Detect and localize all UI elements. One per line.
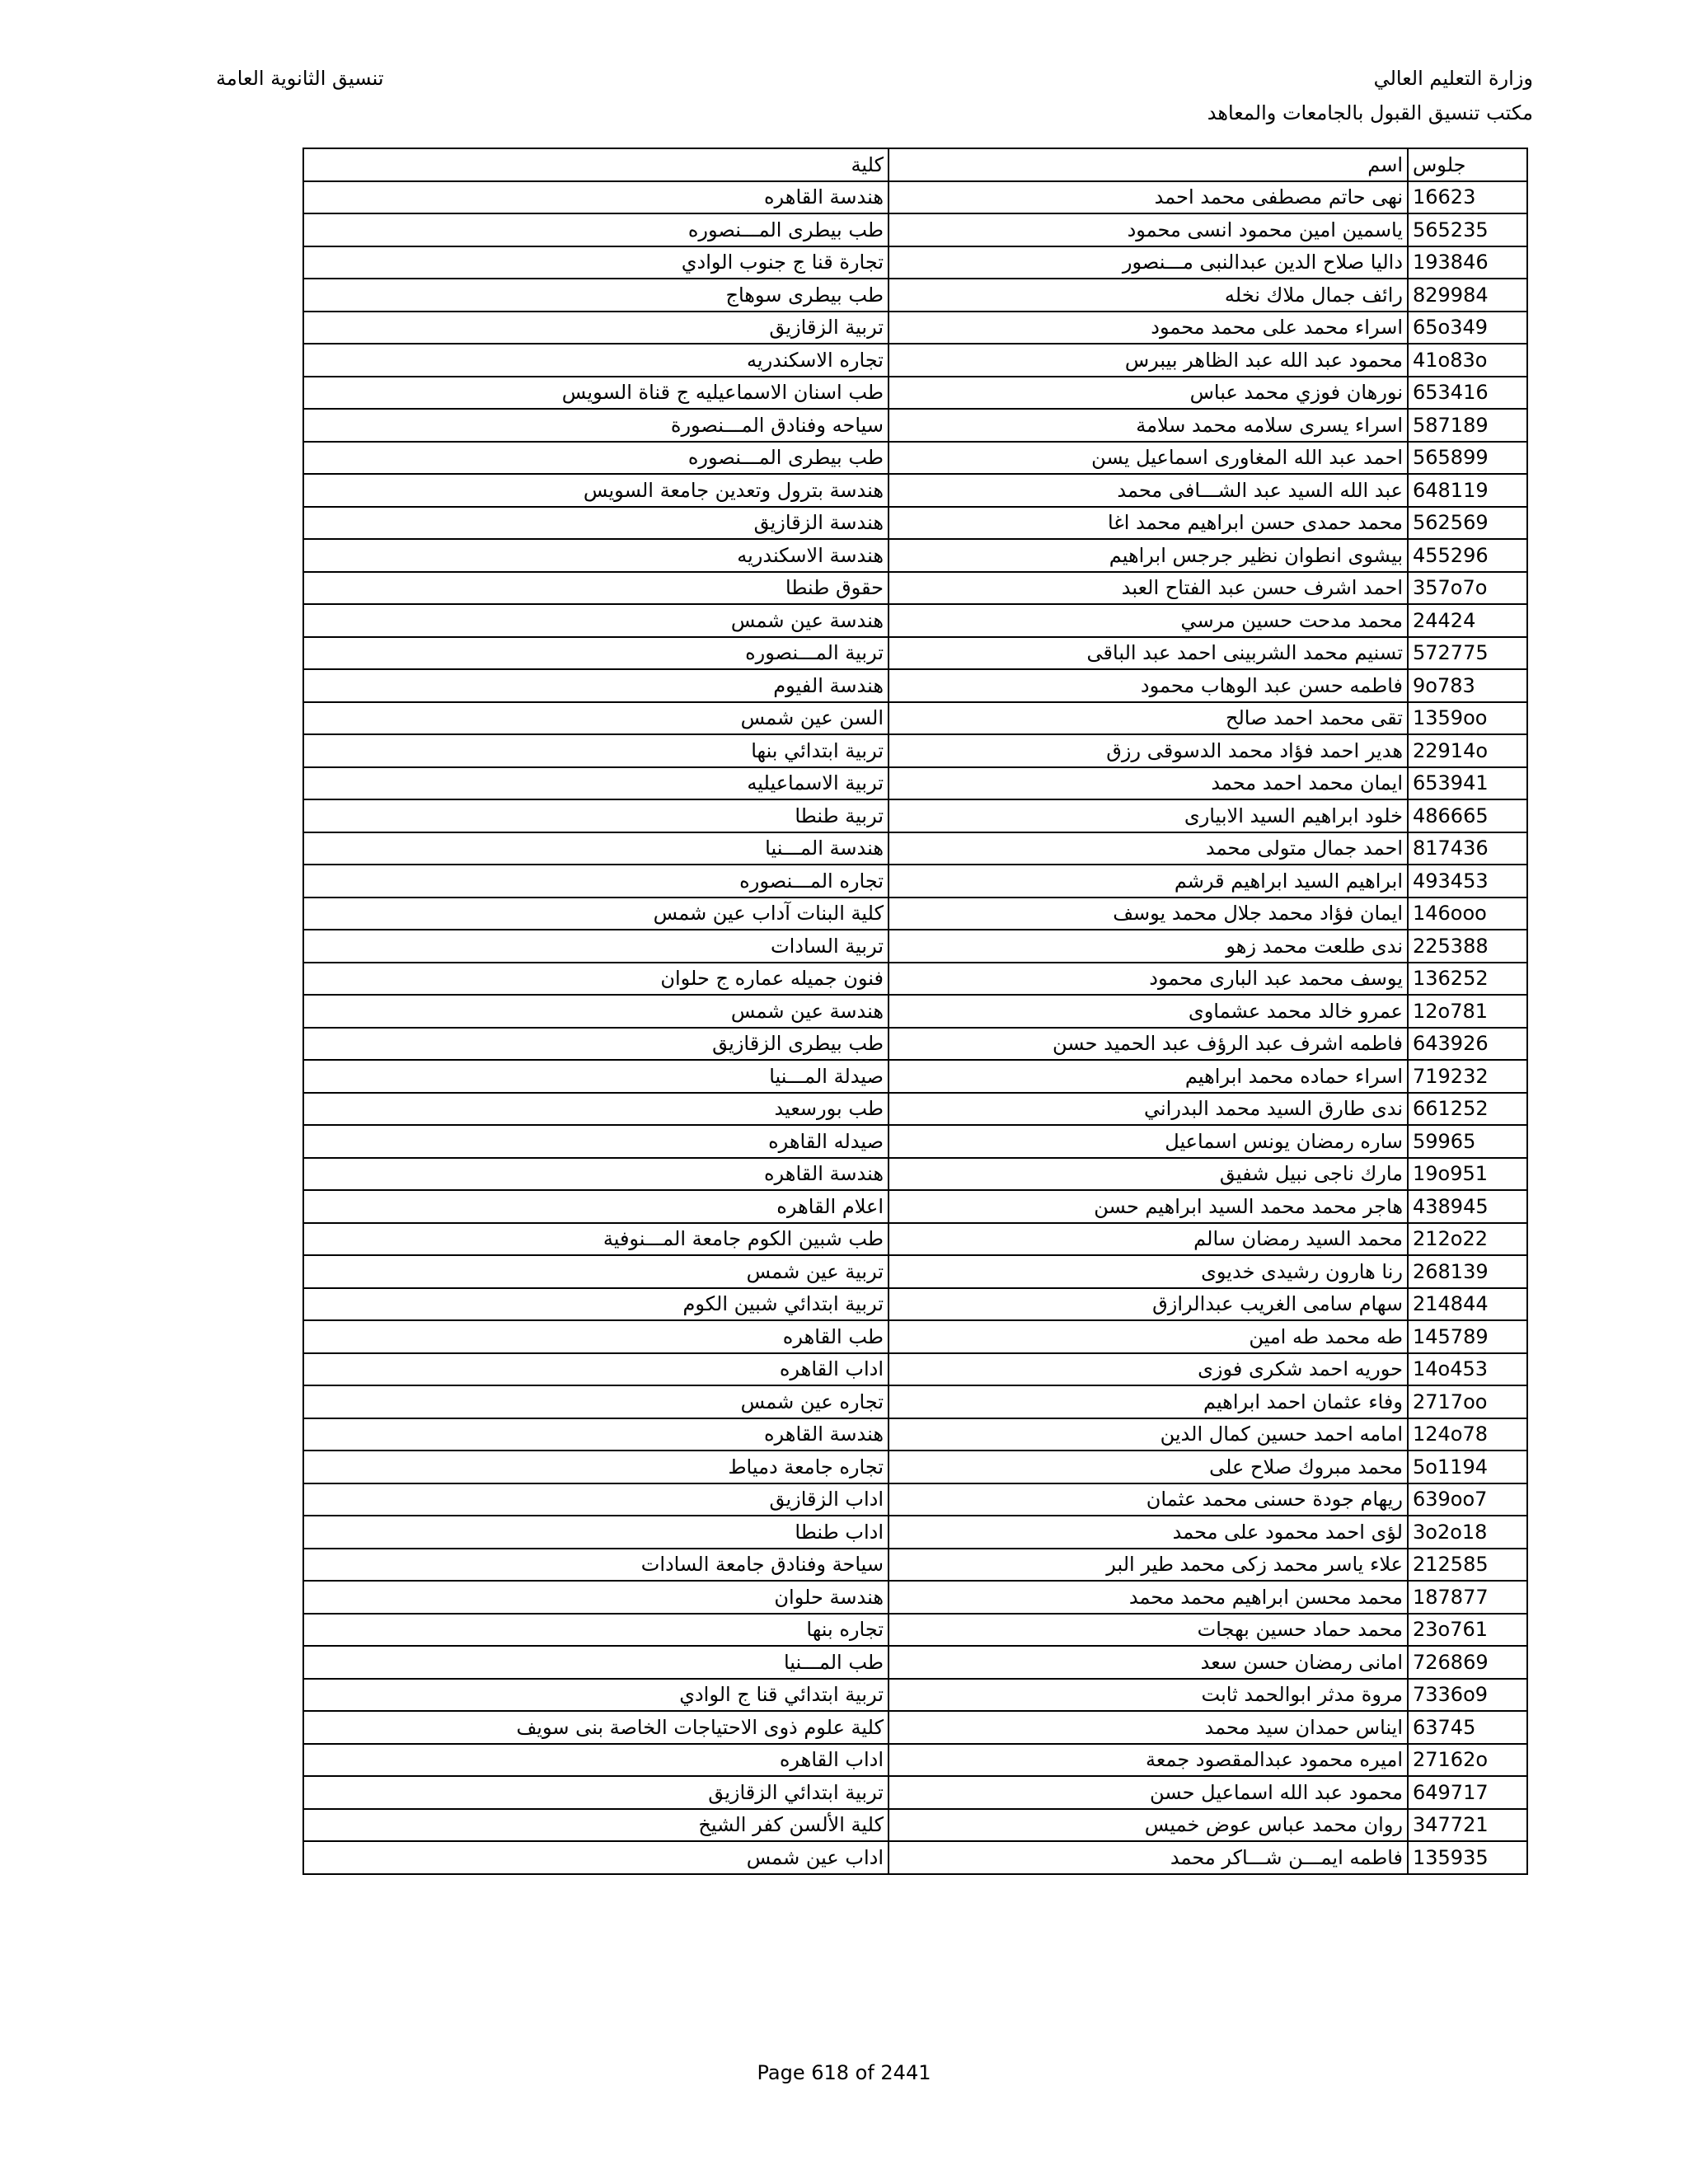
table-row [303,1646,1527,1679]
faculty-cell: طب بيطرى سوهاج [303,279,889,312]
seat-cell: 438945 [1408,1190,1527,1223]
faculty-cell: هندسة المـــنيا [303,832,889,865]
faculty-cell: طب بيطرى المـــنصوره [303,213,889,246]
table-row [303,474,1527,507]
faculty-cell: طب بيطرى المـــنصوره [303,442,889,475]
table-row [303,995,1527,1028]
faculty-cell: هندسة عين شمس [303,995,889,1028]
name-cell: محمد مبروك صلاح على [889,1451,1408,1483]
faculty-cell: طب المـــنيا [303,1646,889,1679]
faculty-cell: اداب عين شمس [303,1841,889,1874]
name-cell: محمد حمدى حسن ابراهيم محمد اغا [889,507,1408,540]
table-row [303,279,1527,312]
seat-cell: 347721 [1408,1809,1527,1842]
table-row [303,1028,1527,1061]
faculty-cell: تربية السادات [303,930,889,963]
seat-cell: 23o761 [1408,1614,1527,1647]
table-row [303,1581,1527,1614]
seat-cell: 59965 [1408,1125,1527,1158]
table-row [303,1516,1527,1549]
table-row [303,181,1527,214]
table-row [303,1385,1527,1418]
seat-cell: 357o7o [1408,572,1527,605]
name-cell: اميره محمود عبدالمقصود جمعة [889,1744,1408,1777]
table-row [303,539,1527,572]
table-row [303,1353,1527,1386]
name-cell: محمد مدحت حسين مرسي [889,604,1408,637]
name-cell: روان محمد عباس عوض خميس [889,1809,1408,1842]
faculty-cell: كلية البنات آداب عين شمس [303,898,889,930]
seat-cell: 212o22 [1408,1223,1527,1256]
seat-cell: 41o83o [1408,344,1527,377]
faculty-cell: كلية الألسن كفر الشيخ [303,1809,889,1842]
faculty-cell: تجارة قنا ج جنوب الوادي [303,246,889,279]
faculty-cell: طب القاهره [303,1320,889,1353]
seat-cell: 7336o9 [1408,1679,1527,1712]
seat-cell: 27162o [1408,1744,1527,1777]
header-row [303,148,1527,181]
faculty-cell: طب شبين الكوم جامعة المـــنوفية [303,1223,889,1256]
seat-cell: 135935 [1408,1841,1527,1874]
table-row [303,1418,1527,1451]
name-cell: ياسمين امين محمود انسى محمود [889,213,1408,246]
faculty-cell: هندسة القاهره [303,181,889,214]
faculty-cell: السن عين شمس [303,702,889,735]
column-header-seat: جلوس [1408,148,1527,181]
faculty-cell: هندسة القاهره [303,1158,889,1191]
faculty-cell: هندسة القاهره [303,1418,889,1451]
name-cell: احمد اشرف حسن عبد الفتاح العبد [889,572,1408,605]
table-row [303,1125,1527,1158]
seat-cell: 145789 [1408,1320,1527,1353]
table-row [303,799,1527,832]
table-row [303,963,1527,996]
name-cell: نهى حاتم مصطفى محمد احمد [889,181,1408,214]
name-cell: ابراهيم السيد ابراهيم قرشم [889,865,1408,898]
seat-cell: 829984 [1408,279,1527,312]
table-row [303,1060,1527,1093]
seat-cell: 719232 [1408,1060,1527,1093]
name-cell: ريهام جودة حسنى محمد عثمان [889,1483,1408,1516]
seat-cell: 565899 [1408,442,1527,475]
table-row [303,377,1527,410]
faculty-cell: فنون جميله عماره ج حلوان [303,963,889,996]
faculty-cell: تربية المـــنصوره [303,637,889,670]
admissions-table [302,148,1528,1875]
table-body [303,148,1527,1874]
seat-cell: 3o2o18 [1408,1516,1527,1549]
name-cell: ايناس حمدان سيد محمد [889,1711,1408,1744]
table-row [303,344,1527,377]
seat-cell: 9o783 [1408,669,1527,702]
seat-cell: 649717 [1408,1776,1527,1809]
faculty-cell: تجاره عين شمس [303,1385,889,1418]
faculty-cell: اعلام القاهره [303,1190,889,1223]
seat-cell: 587189 [1408,409,1527,442]
column-header-faculty: كلية [303,148,889,181]
table-row [303,1744,1527,1777]
seat-cell: 661252 [1408,1093,1527,1126]
table-row [303,1776,1527,1809]
seat-cell: 648119 [1408,474,1527,507]
name-cell: امامه احمد حسين كمال الدين [889,1418,1408,1451]
table-row [303,832,1527,865]
name-cell: حوريه احمد شكرى فوزى [889,1353,1408,1386]
seat-cell: 19o951 [1408,1158,1527,1191]
name-cell: مروة مدثر ابوالحمد ثابت [889,1679,1408,1712]
faculty-cell: سياحه وفنادق المـــنصورة [303,409,889,442]
name-cell: فاطمه ايمـــن شـــاكر محمد [889,1841,1408,1874]
table-row [303,898,1527,930]
table-row [303,1809,1527,1842]
name-cell: فاطمه حسن عبد الوهاب محمود [889,669,1408,702]
faculty-cell: اداب طنطا [303,1516,889,1549]
table-row [303,1679,1527,1712]
name-cell: وفاء عثمان احمد ابراهيم [889,1385,1408,1418]
seat-cell: 1359oo [1408,702,1527,735]
table-row [303,1451,1527,1483]
name-cell: يوسف محمد عبد البارى محمود [889,963,1408,996]
program-title: تنسيق الثانوية العامة [216,67,384,90]
name-cell: اسراء حماده محمد ابراهيم [889,1060,1408,1093]
name-cell: احمد عبد الله المغاورى اسماعيل يسن [889,442,1408,475]
faculty-cell: سياحة وفنادق جامعة السادات [303,1549,889,1582]
seat-cell: 212585 [1408,1549,1527,1582]
faculty-cell: كلية علوم ذوى الاحتياجات الخاصة بنى سويف [303,1711,889,1744]
name-cell: هاجر محمد محمد السيد ابراهيم حسن [889,1190,1408,1223]
table-row [303,930,1527,963]
name-cell: ايمان فؤاد محمد جلال محمد يوسف [889,898,1408,930]
name-cell: تقى محمد احمد صالح [889,702,1408,735]
table-row [303,507,1527,540]
table-row [303,1093,1527,1126]
seat-cell: 124o78 [1408,1418,1527,1451]
document-header-right [1207,61,1533,130]
table-row [303,1483,1527,1516]
name-cell: عبد الله السيد عبد الشـــافى محمد [889,474,1408,507]
seat-cell: 193846 [1408,246,1527,279]
table-row [303,1549,1527,1582]
name-cell: تسنيم محمد الشربينى احمد عبد الباقى [889,637,1408,670]
faculty-cell: اداب القاهره [303,1353,889,1386]
name-cell: سهام سامى الغريب عبدالرازق [889,1288,1408,1321]
name-cell: داليا صلاح الدين عبدالنبى مـــنصور [889,246,1408,279]
table-row [303,213,1527,246]
seat-cell: 643926 [1408,1028,1527,1061]
seat-cell: 653416 [1408,377,1527,410]
table-row [303,767,1527,800]
name-cell: طه محمد طه امين [889,1320,1408,1353]
name-cell: فاطمه اشرف عبد الرؤف عبد الحميد حسن [889,1028,1408,1061]
faculty-cell: صيدله القاهره [303,1125,889,1158]
faculty-cell: هندسة الفيوم [303,669,889,702]
seat-cell: 726869 [1408,1646,1527,1679]
faculty-cell: اداب القاهره [303,1744,889,1777]
table-row [303,1711,1527,1744]
name-cell: نورهان فوزي محمد عباس [889,377,1408,410]
seat-cell: 639oo7 [1408,1483,1527,1516]
page-number: Page 618 of 2441 [757,2061,931,2084]
seat-cell: 146ooo [1408,898,1527,930]
seat-cell: 136252 [1408,963,1527,996]
name-cell: رائف جمال ملاك نخله [889,279,1408,312]
faculty-cell: تربية الاسماعيليه [303,767,889,800]
faculty-cell: تربية ابتدائي قنا ج الوادي [303,1679,889,1712]
faculty-cell: هندسة بترول وتعدين جامعة السويس [303,474,889,507]
seat-cell: 24424 [1408,604,1527,637]
seat-cell: 14o453 [1408,1353,1527,1386]
table-row [303,442,1527,475]
name-cell: ندى طلعت محمد زهو [889,930,1408,963]
seat-cell: 486665 [1408,799,1527,832]
seat-cell: 572775 [1408,637,1527,670]
name-cell: خلود ابراهيم السيد الابيارى [889,799,1408,832]
name-cell: امانى رمضان حسن سعد [889,1646,1408,1679]
seat-cell: 65o349 [1408,312,1527,344]
faculty-cell: طب بيطرى الزقازيق [303,1028,889,1061]
faculty-cell: تجاره المـــنصوره [303,865,889,898]
seat-cell: 16623 [1408,181,1527,214]
table-row [303,246,1527,279]
name-cell: محمود عبد الله اسماعيل حسن [889,1776,1408,1809]
name-cell: ايمان محمد احمد محمد [889,767,1408,800]
faculty-cell: اداب الزقازيق [303,1483,889,1516]
table-row [303,1190,1527,1223]
table-row [303,1255,1527,1288]
faculty-cell: تربية ابتدائي الزقازيق [303,1776,889,1809]
table-row [303,1288,1527,1321]
seat-cell: 268139 [1408,1255,1527,1288]
seat-cell: 5o1194 [1408,1451,1527,1483]
faculty-cell: هندسة الاسكندريه [303,539,889,572]
table-row [303,1158,1527,1191]
table-row [303,572,1527,605]
name-cell: ساره رمضان يونس اسماعيل [889,1125,1408,1158]
faculty-cell: هندسة عين شمس [303,604,889,637]
table-row [303,409,1527,442]
seat-cell: 817436 [1408,832,1527,865]
table-row [303,604,1527,637]
seat-cell: 22914o [1408,734,1527,767]
faculty-cell: هندسة الزقازيق [303,507,889,540]
seat-cell: 12o781 [1408,995,1527,1028]
table-row [303,1320,1527,1353]
table-row [303,1223,1527,1256]
faculty-cell: حقوق طنطا [303,572,889,605]
faculty-cell: تربية الزقازيق [303,312,889,344]
faculty-cell: تجاره جامعة دمياط [303,1451,889,1483]
name-cell: علاء ياسر محمد زكى محمد طير البر [889,1549,1408,1582]
table-row [303,1614,1527,1647]
faculty-cell: تربية ابتدائي شبين الكوم [303,1288,889,1321]
table-row [303,734,1527,767]
faculty-cell: هندسة حلوان [303,1581,889,1614]
name-cell: اسراء محمد على محمد محمود [889,312,1408,344]
faculty-cell: صيدلة المـــنيا [303,1060,889,1093]
name-cell: محمد السيد رمضان سالم [889,1223,1408,1256]
table-row [303,312,1527,344]
office-title: مكتب تنسيق القبول بالجامعات والمعاهد [1207,101,1533,124]
name-cell: ندى طارق السيد محمد البدراني [889,1093,1408,1126]
name-cell: محمد حماد حسين بهجات [889,1614,1408,1647]
name-cell: هدير احمد فؤاد محمد الدسوقى رزق [889,734,1408,767]
name-cell: محمد محسن ابراهيم محمد محمد [889,1581,1408,1614]
seat-cell: 562569 [1408,507,1527,540]
name-cell: عمرو خالد محمد عشماوى [889,995,1408,1028]
faculty-cell: طب بورسعيد [303,1093,889,1126]
seat-cell: 225388 [1408,930,1527,963]
name-cell: اسراء يسرى سلامه محمد سلامة [889,409,1408,442]
seat-cell: 214844 [1408,1288,1527,1321]
seat-cell: 493453 [1408,865,1527,898]
faculty-cell: تربية ابتدائي بنها [303,734,889,767]
faculty-cell: تربية طنطا [303,799,889,832]
faculty-cell: طب اسنان الاسماعيليه ج قناة السويس [303,377,889,410]
table-row [303,702,1527,735]
name-cell: لؤى احمد محمود على محمد [889,1516,1408,1549]
faculty-cell: تجاره الاسكندريه [303,344,889,377]
seat-cell: 653941 [1408,767,1527,800]
seat-cell: 2717oo [1408,1385,1527,1418]
column-header-name: اسم [889,148,1408,181]
table-row [303,637,1527,670]
table-row [303,669,1527,702]
seat-cell: 187877 [1408,1581,1527,1614]
faculty-cell: تربية عين شمس [303,1255,889,1288]
name-cell: بيشوى انطوان نظير جرجس ابراهيم [889,539,1408,572]
seat-cell: 565235 [1408,213,1527,246]
table-row [303,1841,1527,1874]
name-cell: احمد جمال متولى محمد [889,832,1408,865]
name-cell: مارك ناجى نبيل شفيق [889,1158,1408,1191]
ministry-title: وزارة التعليم العالي [1373,67,1533,90]
table-row [303,865,1527,898]
name-cell: رنا هارون رشيدى خديوى [889,1255,1408,1288]
name-cell: محمود عبد الله عبد الظاهر بيبرس [889,344,1408,377]
seat-cell: 455296 [1408,539,1527,572]
faculty-cell: تجاره بنها [303,1614,889,1647]
seat-cell: 63745 [1408,1711,1527,1744]
